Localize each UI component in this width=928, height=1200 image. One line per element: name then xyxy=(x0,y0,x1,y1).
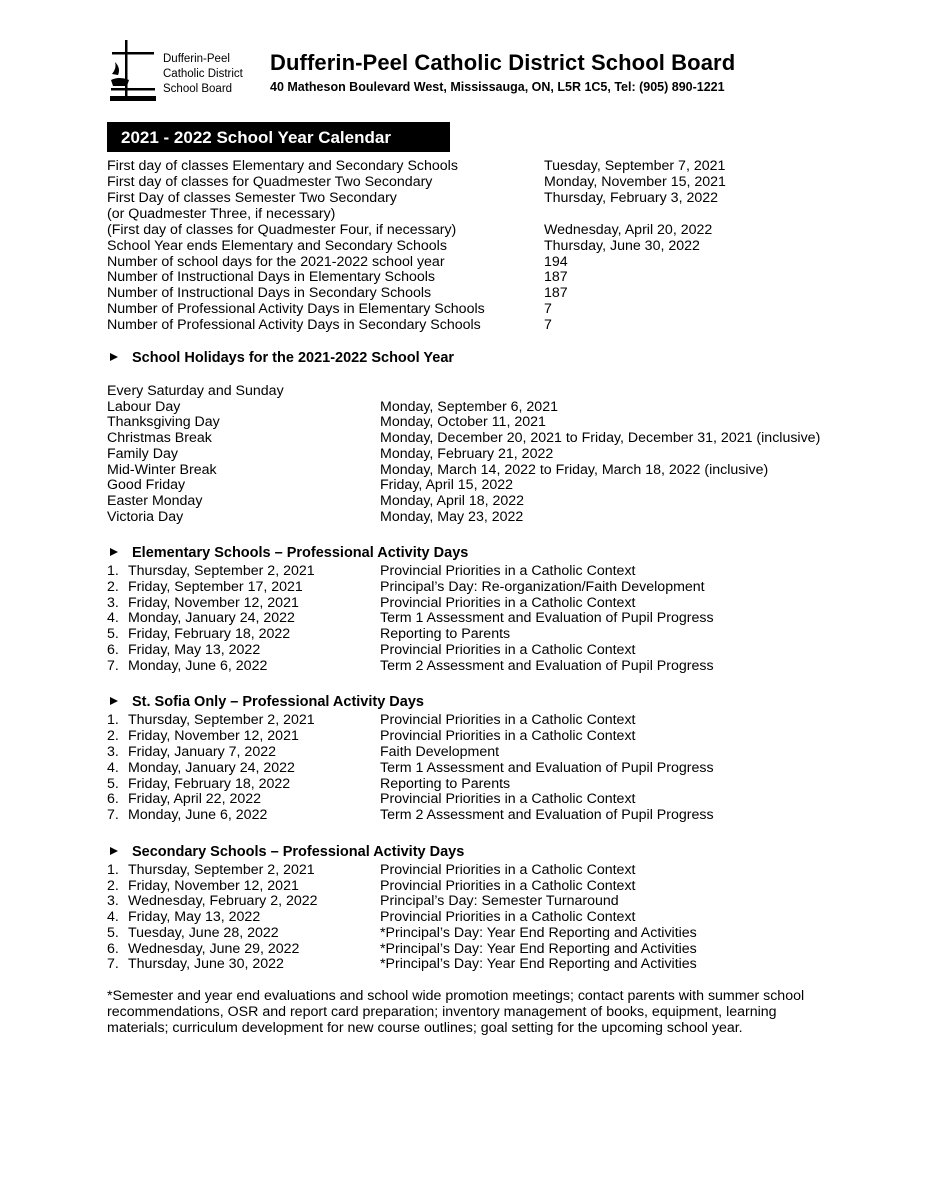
pa-day-date: Friday, November 12, 2021 xyxy=(128,595,299,611)
pa-day-number: 4. xyxy=(107,760,119,776)
key-date-label: Number of school days for the 2021-2022 school year xyxy=(107,254,445,270)
key-date-label: Number of Professional Activity Days in Secondary Schools xyxy=(107,317,481,333)
bullet-triangle-icon xyxy=(110,548,118,556)
key-date-label: First Day of classes Semester Two Secondary xyxy=(107,190,397,206)
key-date-value: Wednesday, April 20, 2022 xyxy=(544,222,713,238)
secondary-pa-heading: Secondary Schools – Professional Activity Days xyxy=(110,843,464,861)
pa-day-date: Friday, November 12, 2021 xyxy=(128,878,299,894)
holiday-name: Easter Monday xyxy=(107,493,203,509)
pa-day-description: Term 1 Assessment and Evaluation of Pupil Progress xyxy=(380,760,714,776)
pa-day-description: Provincial Priorities in a Catholic Context xyxy=(380,909,636,925)
holiday-date: Monday, March 14, 2022 to Friday, March 18, 2022 (inclusive) xyxy=(380,462,769,478)
pa-day-description: Provincial Priorities in a Catholic Context xyxy=(380,642,636,658)
holiday-date: Monday, May 23, 2022 xyxy=(380,509,524,525)
holiday-name: Thanksgiving Day xyxy=(107,414,220,430)
pa-day-number: 6. xyxy=(107,791,119,807)
holidays-heading: School Holidays for the 2021-2022 School Year xyxy=(110,349,454,367)
pa-day-number: 5. xyxy=(107,925,119,941)
st-sofia-pa-heading: St. Sofia Only – Professional Activity Days xyxy=(110,693,424,711)
pa-day-description: Provincial Priorities in a Catholic Context xyxy=(380,878,636,894)
pa-day-description: Reporting to Parents xyxy=(380,626,511,642)
key-date-label: School Year ends Elementary and Secondary Schools xyxy=(107,238,447,254)
pa-day-number: 2. xyxy=(107,878,119,894)
pa-day-date: Wednesday, June 29, 2022 xyxy=(128,941,300,957)
key-date-value: Thursday, June 30, 2022 xyxy=(544,238,700,254)
pa-day-description: Principal’s Day: Re-organization/Faith Development xyxy=(380,579,705,595)
holiday-date: Monday, September 6, 2021 xyxy=(380,399,558,415)
pa-day-number: 1. xyxy=(107,563,119,579)
pa-day-date: Wednesday, February 2, 2022 xyxy=(128,893,318,909)
holiday-name: Good Friday xyxy=(107,477,186,493)
holiday-date: Monday, February 21, 2022 xyxy=(380,446,554,462)
key-date-label: First day of classes Elementary and Secondary Schools xyxy=(107,158,458,174)
key-date-label: Number of Instructional Days in Secondary Schools xyxy=(107,285,432,301)
pa-day-number: 1. xyxy=(107,862,119,878)
pa-day-date: Monday, June 6, 2022 xyxy=(128,807,268,823)
pa-day-number: 6. xyxy=(107,642,119,658)
pa-day-date: Friday, April 22, 2022 xyxy=(128,791,262,807)
holiday-name: Christmas Break xyxy=(107,430,212,446)
holiday-name: Labour Day xyxy=(107,399,181,415)
pa-day-description: Faith Development xyxy=(380,744,500,760)
key-date-value: 7 xyxy=(544,317,552,333)
holiday-name: Victoria Day xyxy=(107,509,184,525)
pa-day-description: *Principal’s Day: Year End Reporting and Activities xyxy=(380,956,697,972)
pa-day-date: Monday, June 6, 2022 xyxy=(128,658,268,674)
board-title: Dufferin-Peel Catholic District School Board xyxy=(270,50,736,75)
pa-day-date: Thursday, June 30, 2022 xyxy=(128,956,284,972)
board-address: 40 Matheson Boulevard West, Mississauga, ON, L5R 1C5, Tel: (905) 890-1221 xyxy=(270,80,725,94)
pa-day-number: 2. xyxy=(107,728,119,744)
bullet-triangle-icon xyxy=(110,847,118,855)
pa-day-description: Provincial Priorities in a Catholic Context xyxy=(380,563,636,579)
pa-day-date: Friday, September 17, 2021 xyxy=(128,579,303,595)
pa-day-description: Provincial Priorities in a Catholic Context xyxy=(380,728,636,744)
pa-day-date: Friday, February 18, 2022 xyxy=(128,776,291,792)
pa-day-date: Friday, May 13, 2022 xyxy=(128,642,261,658)
pa-day-description: Term 2 Assessment and Evaluation of Pupil Progress xyxy=(380,658,714,674)
pa-day-number: 4. xyxy=(107,909,119,925)
bullet-triangle-icon xyxy=(110,353,118,361)
pa-day-description: Term 1 Assessment and Evaluation of Pupil Progress xyxy=(380,610,714,626)
key-date-value: Tuesday, September 7, 2021 xyxy=(544,158,726,174)
pa-day-description: *Principal’s Day: Year End Reporting and Activities xyxy=(380,925,697,941)
key-date-label: (First day of classes for Quadmester Four, if necessary) xyxy=(107,222,457,238)
pa-day-description: Provincial Priorities in a Catholic Context xyxy=(380,791,636,807)
holiday-name: Mid-Winter Break xyxy=(107,462,217,478)
holiday-date: Monday, December 20, 2021 to Friday, December 31, 2021 (inclusive) xyxy=(380,430,821,446)
key-date-value: 7 xyxy=(544,301,552,317)
board-logo xyxy=(107,40,257,102)
pa-day-date: Monday, January 24, 2022 xyxy=(128,760,295,776)
pa-day-date: Thursday, September 2, 2021 xyxy=(128,712,315,728)
holiday-date: Monday, April 18, 2022 xyxy=(380,493,525,509)
pa-day-number: 6. xyxy=(107,941,119,957)
pa-day-description: Term 2 Assessment and Evaluation of Pupil Progress xyxy=(380,807,714,823)
key-date-value: 194 xyxy=(544,254,568,270)
elementary-pa-heading: Elementary Schools – Professional Activity Days xyxy=(110,544,468,562)
key-date-value: 187 xyxy=(544,285,568,301)
pa-day-number: 3. xyxy=(107,893,119,909)
pa-day-description: Provincial Priorities in a Catholic Context xyxy=(380,712,636,728)
key-date-value: 187 xyxy=(544,269,568,285)
holiday-name: Family Day xyxy=(107,446,178,462)
logo-line: Catholic District xyxy=(163,68,243,80)
key-date-value: Monday, November 15, 2021 xyxy=(544,174,726,190)
logo-line: School Board xyxy=(163,83,233,95)
pa-day-number: 2. xyxy=(107,579,119,595)
pa-day-number: 3. xyxy=(107,744,119,760)
holiday-name: Every Saturday and Sunday xyxy=(107,383,284,399)
pa-day-date: Thursday, September 2, 2021 xyxy=(128,563,315,579)
pa-day-date: Friday, November 12, 2021 xyxy=(128,728,299,744)
pa-day-number: 7. xyxy=(107,807,119,823)
pa-day-description: Provincial Priorities in a Catholic Context xyxy=(380,595,636,611)
pa-day-number: 5. xyxy=(107,626,119,642)
pa-day-date: Tuesday, June 28, 2022 xyxy=(128,925,279,941)
pa-day-date: Friday, February 18, 2022 xyxy=(128,626,291,642)
pa-day-number: 5. xyxy=(107,776,119,792)
pa-day-number: 7. xyxy=(107,658,119,674)
pa-day-date: Thursday, September 2, 2021 xyxy=(128,862,315,878)
key-date-value: Thursday, February 3, 2022 xyxy=(544,190,719,206)
pa-day-description: Reporting to Parents xyxy=(380,776,511,792)
pa-day-number: 7. xyxy=(107,956,119,972)
cross-lamp-logo-icon xyxy=(107,40,159,102)
pa-day-date: Friday, January 7, 2022 xyxy=(128,744,276,760)
pa-day-description: Principal’s Day: Semester Turnaround xyxy=(380,893,619,909)
calendar-title-banner: 2021 - 2022 School Year Calendar xyxy=(107,122,450,152)
pa-day-number: 1. xyxy=(107,712,119,728)
footnote: *Semester and year end evaluations and school wide promotion meetings; contact parents with summer school recommendations, OSR and report card preparation; inventory management of books, equipment, learning materials; curriculum development for new course outlines; goal setting for the upcoming school year. xyxy=(107,988,805,1036)
pa-day-number: 3. xyxy=(107,595,119,611)
bullet-triangle-icon xyxy=(110,697,118,705)
key-date-label: (or Quadmester Three, if necessary) xyxy=(107,206,336,222)
pa-day-date: Friday, May 13, 2022 xyxy=(128,909,261,925)
logo-line: Dufferin-Peel xyxy=(163,53,230,65)
pa-day-number: 4. xyxy=(107,610,119,626)
pa-day-date: Monday, January 24, 2022 xyxy=(128,610,295,626)
key-date-label: Number of Instructional Days in Elementary Schools xyxy=(107,269,436,285)
holiday-date: Friday, April 15, 2022 xyxy=(380,477,514,493)
key-date-label: First day of classes for Quadmester Two Secondary xyxy=(107,174,433,190)
pa-day-description: *Principal’s Day: Year End Reporting and Activities xyxy=(380,941,697,957)
key-date-label: Number of Professional Activity Days in Elementary Schools xyxy=(107,301,485,317)
holiday-date: Monday, October 11, 2021 xyxy=(380,414,546,430)
pa-day-description: Provincial Priorities in a Catholic Context xyxy=(380,862,636,878)
